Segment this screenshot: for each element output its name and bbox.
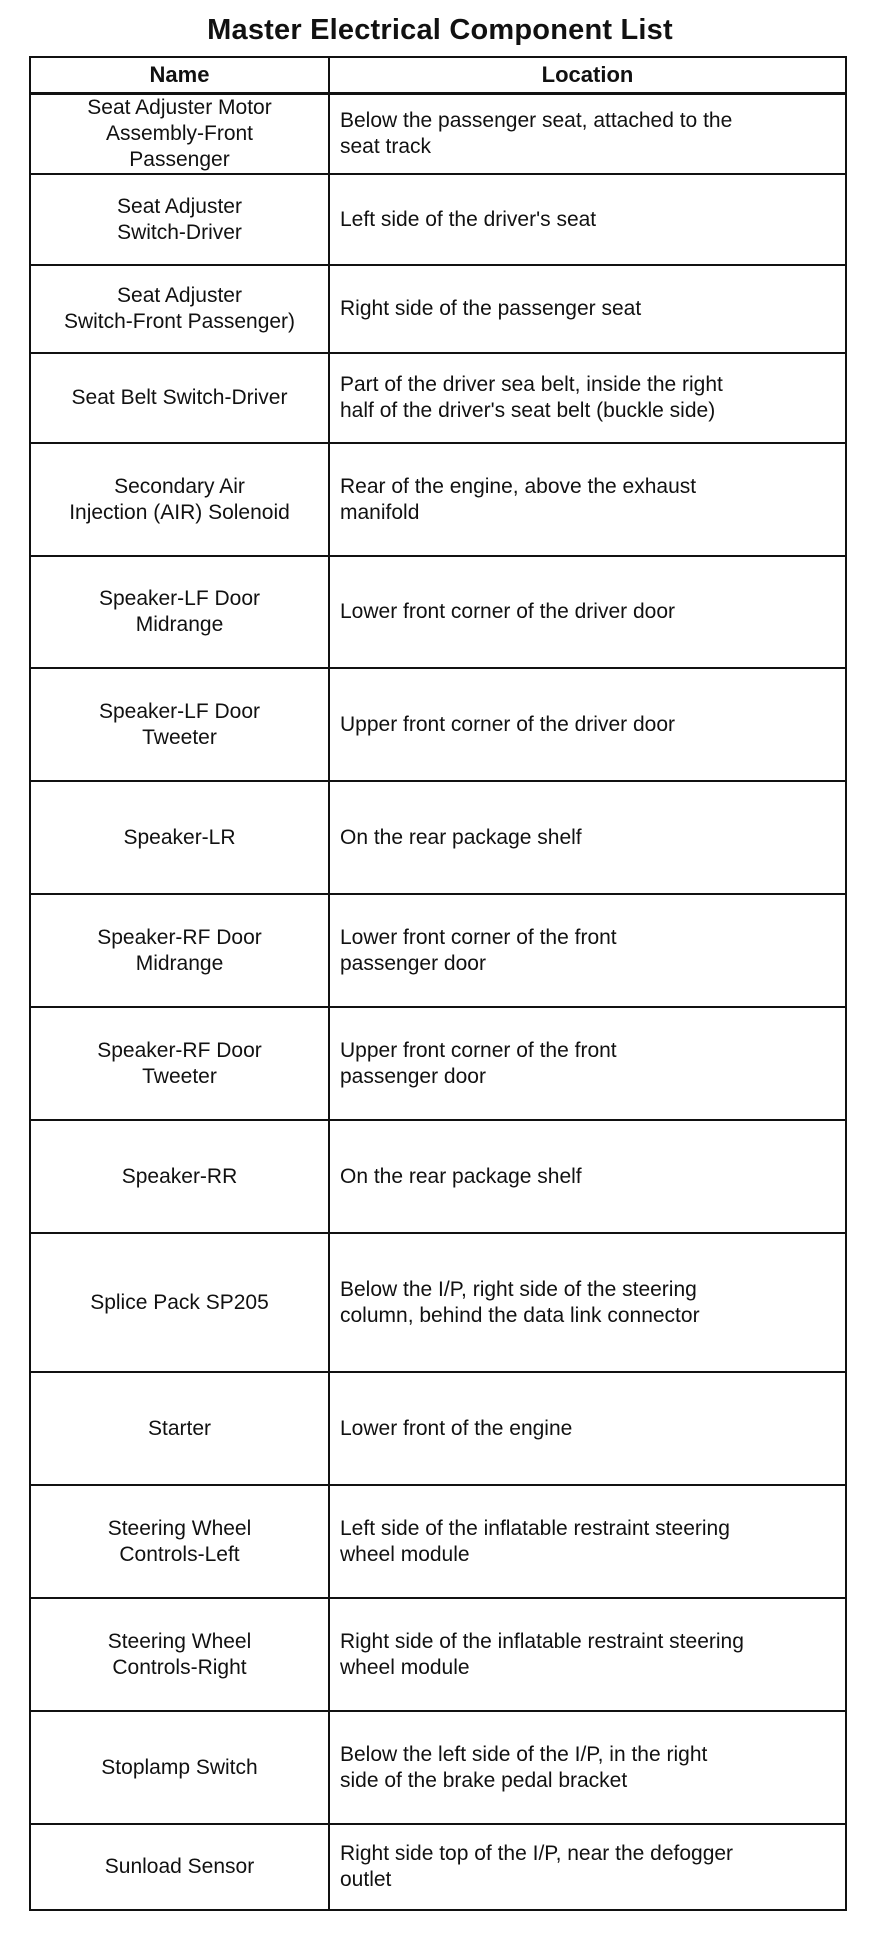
table-row: [30, 94, 846, 175]
component-name: Speaker-RF Door Tweeter: [97, 1038, 262, 1088]
table-header-row: [30, 57, 846, 94]
component-name: Splice Pack SP205: [90, 1290, 269, 1314]
component-name-cell: [30, 781, 329, 894]
component-location: Right side of the inflatable restraint steering wheel module: [340, 1629, 744, 1679]
component-name-cell: [30, 1007, 329, 1120]
component-name: Secondary Air Injection (AIR) Solenoid: [69, 474, 290, 524]
component-name: Speaker-LF Door Tweeter: [98, 699, 261, 749]
component-location: Left side of the driver's seat: [340, 207, 597, 231]
table-row: [30, 174, 846, 265]
column-header-name: Name: [30, 57, 329, 94]
component-name-cell: [30, 1598, 329, 1711]
component-name-cell: [30, 1485, 329, 1598]
table-row: [30, 1598, 846, 1711]
component-location: Right side top of the I/P, near the defogger outlet: [340, 1842, 734, 1891]
component-name-cell: [30, 1711, 329, 1824]
component-location-cell: [329, 781, 846, 894]
component-location-cell: [329, 1598, 846, 1711]
component-name: Seat Adjuster Motor Assembly-Front Passenger: [87, 96, 272, 171]
table-row: [30, 1120, 846, 1233]
component-name-cell: [30, 668, 329, 781]
table-row: [30, 1711, 846, 1824]
component-name-cell: [30, 174, 329, 265]
component-table: [29, 56, 847, 1911]
table-row: [30, 668, 846, 781]
component-location: Lower front corner of the driver door: [340, 600, 675, 623]
table-row: [30, 353, 846, 443]
component-location: Upper front corner of the driver door: [340, 712, 675, 736]
component-name: Speaker-RF Door Midrange: [97, 925, 262, 975]
document-title: Master Electrical Component List: [207, 14, 673, 46]
component-location-cell: [329, 1233, 846, 1372]
component-name-cell: [30, 443, 329, 556]
component-name: Stoplamp Switch: [101, 1755, 258, 1779]
component-location-cell: [329, 174, 846, 265]
component-name-cell: [30, 556, 329, 668]
component-name-cell: [30, 1372, 329, 1485]
table-row: [30, 1372, 846, 1485]
component-name: Starter: [147, 1416, 212, 1440]
table-row: [30, 781, 846, 894]
component-location: Left side of the inflatable restraint steering wheel module: [340, 1516, 730, 1566]
component-name: Seat Adjuster Switch-Driver: [117, 194, 242, 244]
component-location: On the rear package shelf: [340, 825, 582, 849]
component-location: Part of the driver sea belt, inside the right half of the driver's seat belt (buckle side): [340, 373, 723, 422]
component-location: Below the left side of the I/P, in the right side of the brake pedal bracket: [340, 1742, 708, 1792]
table-row: [30, 265, 846, 353]
component-location-cell: [329, 1007, 846, 1120]
component-location-cell: [329, 443, 846, 556]
table-row: [30, 556, 846, 668]
component-location: Below the I/P, right side of the steering column, behind the data link connector: [340, 1277, 700, 1327]
component-location: Upper front corner of the front passenger door: [340, 1038, 617, 1088]
component-name-cell: [30, 1233, 329, 1372]
component-location-cell: [329, 1485, 846, 1598]
column-header-location: Location: [329, 57, 846, 94]
component-name: Seat Belt Switch-Driver: [71, 386, 288, 409]
component-location-cell: [329, 1120, 846, 1233]
component-name-cell: [30, 94, 329, 175]
component-location-cell: [329, 668, 846, 781]
component-name-cell: [30, 1824, 329, 1910]
component-location: On the rear package shelf: [340, 1164, 582, 1188]
table-row: [30, 443, 846, 556]
table-row: [30, 1485, 846, 1598]
component-location: Lower front corner of the front passenger door: [340, 925, 617, 975]
component-location-cell: [329, 265, 846, 353]
component-location-cell: [329, 94, 846, 175]
component-name: Seat Adjuster Switch-Front Passenger): [63, 284, 296, 333]
component-location: Rear of the engine, above the exhaust manifold: [340, 474, 697, 524]
table-row: [30, 1007, 846, 1120]
component-name-cell: [30, 1120, 329, 1233]
component-name: Steering Wheel Controls-Right: [107, 1629, 252, 1679]
component-location-cell: [329, 1824, 846, 1910]
table-row: [30, 894, 846, 1007]
component-name: Speaker-LF Door Midrange: [98, 587, 261, 636]
table-row: [30, 1233, 846, 1372]
component-name: Speaker-LR: [123, 825, 236, 849]
component-name: Steering Wheel Controls-Left: [107, 1516, 252, 1566]
component-location-cell: [329, 894, 846, 1007]
component-location-cell: [329, 1372, 846, 1485]
component-name-cell: [30, 894, 329, 1007]
component-location: Lower front of the engine: [340, 1416, 573, 1440]
component-name: Speaker-RR: [121, 1164, 238, 1188]
component-location-cell: [329, 556, 846, 668]
component-location: Below the passenger seat, attached to the seat track: [340, 109, 733, 158]
component-name-cell: [30, 265, 329, 353]
component-name: Sunload Sensor: [104, 1855, 255, 1878]
component-location-cell: [329, 353, 846, 443]
component-location: Right side of the passenger seat: [340, 297, 642, 320]
table-row: [30, 1824, 846, 1910]
component-location-cell: [329, 1711, 846, 1824]
component-name-cell: [30, 353, 329, 443]
